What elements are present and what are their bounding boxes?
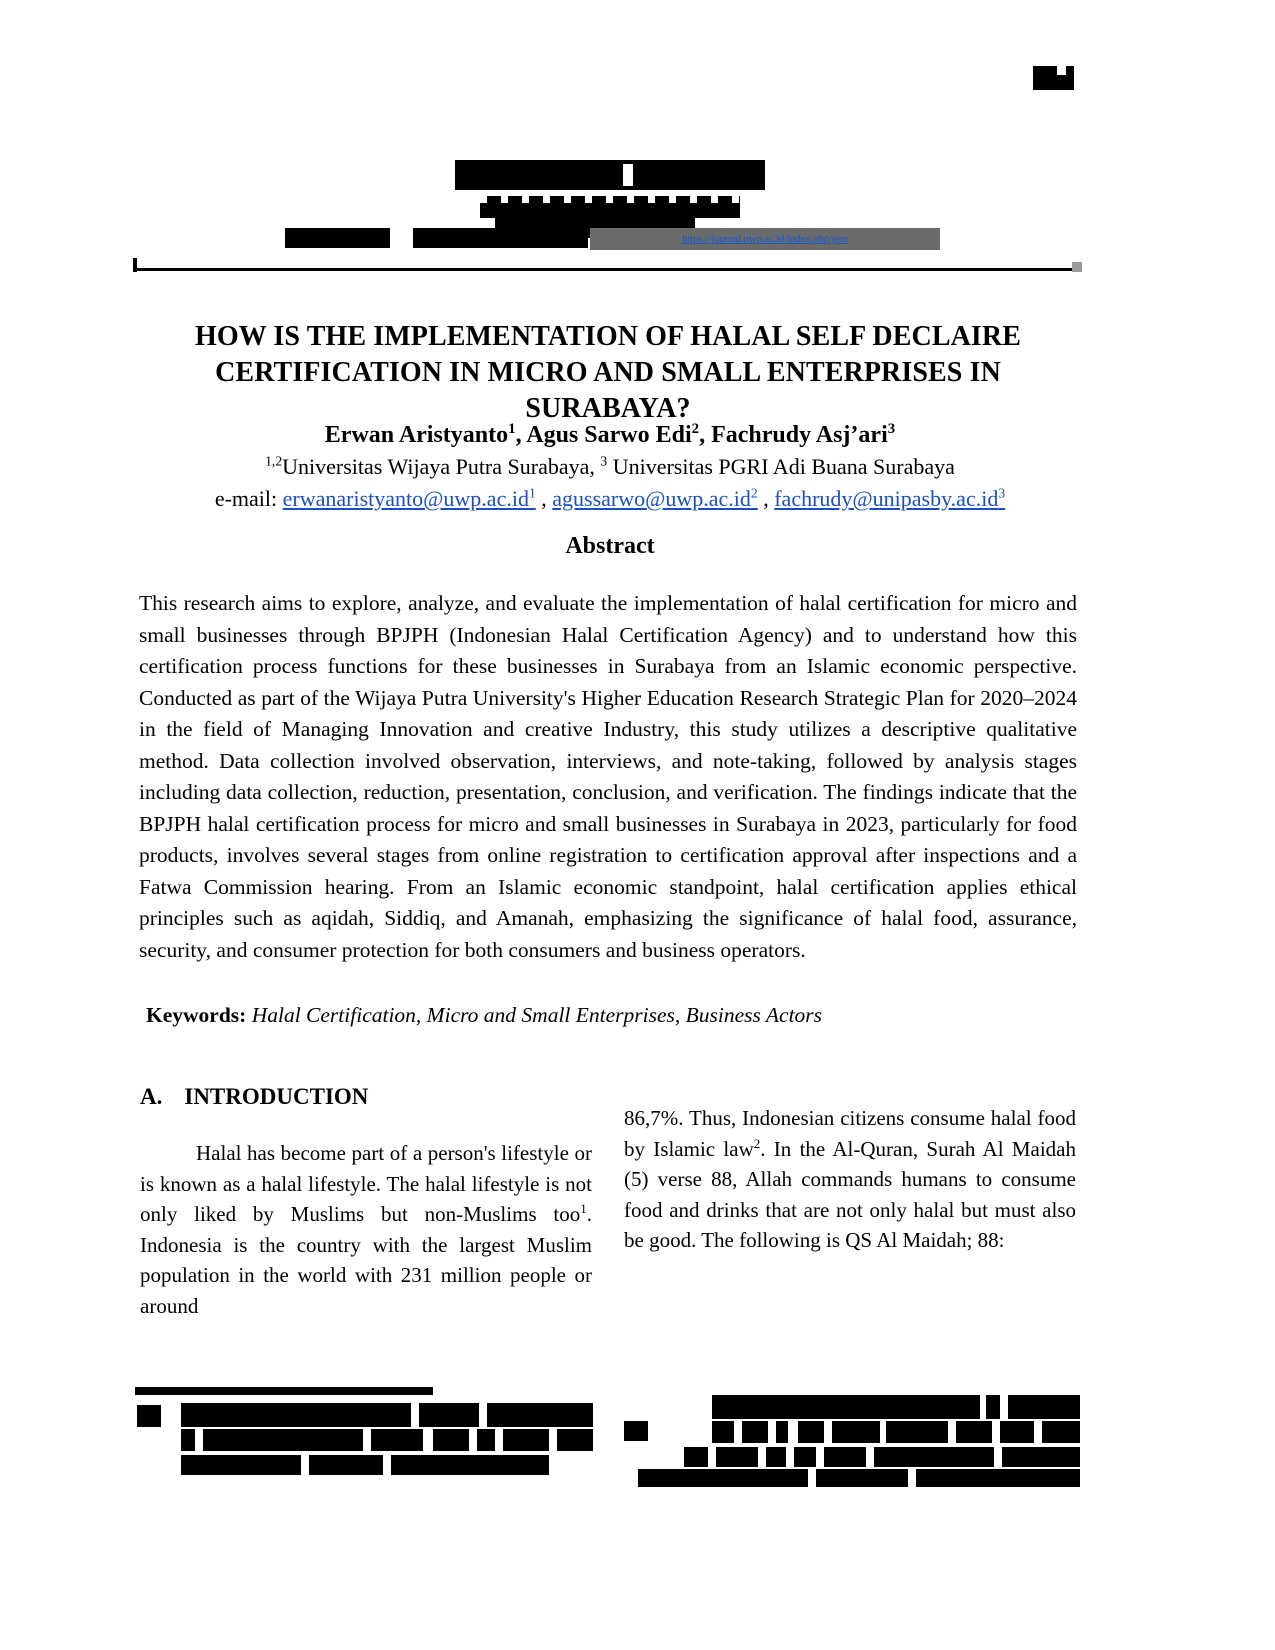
- abstract-body: This research aims to explore, analyze, and evaluate the implementation of halal certification for micro and small businesses through BPJPH (Indonesian Halal Certification Agency) and to understand how this certification process functions for these businesses in Surabaya from an Islamic economic perspective. Conducted as part of the Wijaya Putra University's Higher Education Research Strategic Plan for 2020–2024 in the field of Managing Innovation and creative Industry, this study utilizes a descriptive qualitative method. Data collection involved observation, interviews, and note-taking, followed by analysis stages including data collection, reduction, presentation, conclusion, and verification. The findings indicate that the BPJPH halal certification process for micro and small businesses in Surabaya in 2023, particularly for food products, involves several stages from online registration to certification approval after inspections and a Fatwa Commission hearing. From an Islamic economic standpoint, halal certification applies ethical principles such as aqidah, Siddiq, and Amanah, emphasizing the significance of halal food, assurance, security, and consumer protection for both consumers and business operators.: [139, 591, 1077, 962]
- journal-subtitle-redaction-1: [480, 196, 740, 218]
- section-title: INTRODUCTION: [184, 1084, 369, 1109]
- masthead-rule-cap-right: [1072, 262, 1082, 272]
- journal-url-link[interactable]: [590, 228, 940, 250]
- journal-issn-redaction-right: [413, 228, 588, 248]
- author-email-superscript-1: 1: [528, 485, 536, 501]
- footnote-separator-rule-left: [135, 1387, 433, 1395]
- body-column-left: [140, 1082, 592, 1342]
- author-affiliations: $^{1,2}$Universitas Wijaya Putra Surabaya, $^3$ Universitas PGRI Adi Buana Surabaya: [265, 453, 955, 479]
- keywords-values: Halal Certification, Micro and Small Enterprises, Business Actors: [251, 1003, 823, 1027]
- author-names: Erwan Aristyanto$^1$, Agus Sarwo Edi$^2$, Fachrudy Asj’ari$^3$: [324, 421, 896, 448]
- journal-title-redaction: [455, 160, 765, 190]
- email-label: e-mail:: [214, 486, 278, 511]
- footnote-left-redaction: [137, 1403, 592, 1475]
- introduction-paragraph-left: Halal has become part of a person's lifestyle or is known as a halal lifestyle. The halal lifestyle is not only liked by Muslims but non-Muslims too$^1$. Indonesia is the country with the largest Muslim population in the world with 231 million people or around: [140, 1141, 592, 1318]
- author-email-superscript-3: 3: [998, 485, 1006, 501]
- email-list: erwanaristyanto@uwp.ac.id$^1$ , agussarwo@uwp.ac.id$^2$ , fachrudy@unipasby.ac.id$^3$: [282, 485, 1006, 511]
- journal-masthead: [135, 150, 1080, 270]
- author-email-link-2[interactable]: agussarwo@uwp.ac.id$^2$: [552, 485, 758, 511]
- page-number-redaction: [1033, 66, 1074, 90]
- author-email-link-1[interactable]: erwanaristyanto@uwp.ac.id$^1$: [282, 485, 536, 511]
- author-email-link-3[interactable]: fachrudy@unipasby.ac.id$^3$: [774, 485, 1006, 511]
- author-email-superscript-2: 2: [750, 485, 758, 501]
- author-emails: [140, 484, 1080, 514]
- authors-block: [140, 420, 1080, 514]
- journal-url-text: https://journal.uwp.ac.id/index.php/jem: [682, 233, 848, 245]
- keywords-line: [146, 1000, 1076, 1030]
- section-heading-introduction: [140, 1082, 592, 1112]
- journal-issn-redaction-left: [285, 228, 390, 248]
- introduction-paragraph-right: 86,7%. Thus, Indonesian citizens consume halal food by Islamic law$^2$. In the Al-Quran, Surah Al Maidah (5) verse 88, Allah commands humans to consume food and drinks that are not only halal but must also be good. The following is QS Al Maidah; 88:: [624, 1106, 1076, 1252]
- keywords-label: Keywords:: [146, 1003, 247, 1027]
- footnote-right-redaction: [624, 1395, 1079, 1491]
- section-letter: A.: [140, 1084, 163, 1109]
- body-column-right: [624, 1082, 1076, 1277]
- masthead-horizontal-rule: [135, 268, 1080, 271]
- paper-title: HOW IS THE IMPLEMENTATION OF HALAL SELF DECLAIRE CERTIFICATION IN MICRO AND SMALL ENTERPRISES IN SURABAYA?: [194, 320, 1022, 424]
- abstract-heading: Abstract: [565, 533, 655, 559]
